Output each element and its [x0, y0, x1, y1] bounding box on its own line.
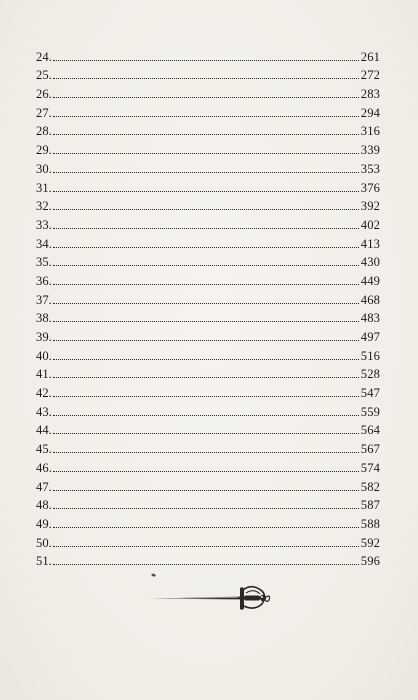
chapter-number: 49. [36, 516, 53, 531]
page-number: 528 [360, 367, 380, 382]
page-number: 582 [360, 479, 380, 494]
dot-leader [53, 359, 359, 360]
page-number: 294 [360, 105, 380, 120]
chapter-number: 41. [36, 367, 53, 382]
dot-leader [53, 78, 359, 79]
dot-leader [53, 60, 359, 61]
dot-leader [53, 433, 359, 434]
dot-leader [53, 452, 359, 453]
dot-leader [53, 209, 359, 210]
dot-leader [53, 471, 359, 472]
page-number: 497 [360, 330, 380, 344]
page-number: 272 [360, 68, 380, 83]
toc-entry [36, 289, 380, 308]
page-number: 596 [360, 554, 380, 569]
page-number: 339 [360, 143, 380, 158]
toc-entry [36, 158, 380, 177]
toc-entry [36, 308, 380, 327]
toc-entry [36, 102, 380, 121]
toc-entry [36, 495, 380, 514]
page-number: 376 [360, 180, 380, 195]
page-number: 413 [360, 236, 380, 251]
toc-entry [36, 438, 380, 457]
toc-entry [36, 121, 380, 140]
page-number: 564 [360, 423, 380, 438]
page-number: 430 [360, 255, 380, 270]
dot-leader [53, 321, 359, 322]
toc-entry [36, 345, 380, 364]
chapter-number: 27. [36, 105, 53, 120]
dot-leader [53, 490, 359, 491]
chapter-number: 31. [36, 180, 53, 195]
toc-entry [36, 177, 380, 196]
dot-leader [53, 415, 359, 416]
chapter-number: 32. [36, 199, 53, 214]
dot-leader [53, 303, 359, 304]
chapter-number: 33. [36, 217, 53, 232]
dot-leader [53, 97, 359, 98]
page-number: 283 [360, 87, 380, 102]
dot-leader [53, 340, 359, 341]
chapter-number: 36. [36, 273, 53, 288]
chapter-number: 24. [36, 49, 53, 64]
chapter-number: 48. [36, 498, 53, 513]
page-number: 559 [360, 404, 380, 419]
dot-leader [53, 116, 359, 117]
toc-entry [36, 476, 380, 495]
chapter-number: 38. [36, 311, 53, 326]
page-number: 574 [360, 460, 380, 475]
dot-leader [53, 396, 359, 397]
toc-entry [36, 252, 380, 271]
page-number: 468 [360, 292, 380, 307]
chapter-number: 26. [36, 87, 53, 102]
chapter-number: 44. [36, 423, 53, 438]
chapter-number: 51. [36, 554, 53, 569]
dot-leader [53, 247, 359, 248]
page-number: 402 [360, 217, 380, 232]
dot-leader [53, 508, 359, 509]
chapter-number: 46. [36, 460, 53, 475]
page-number: 353 [360, 161, 380, 176]
toc-entry [36, 214, 380, 233]
chapter-number: 40. [36, 348, 53, 363]
page-number: 316 [360, 124, 380, 139]
dot-leader [53, 228, 359, 229]
page-number: 516 [360, 348, 380, 363]
chapter-number: 39. [36, 330, 53, 344]
toc-entry [36, 457, 380, 476]
chapter-number: 50. [36, 535, 53, 550]
dot-leader [53, 564, 359, 565]
page-number: 592 [360, 535, 380, 550]
chapter-number: 30. [36, 161, 53, 176]
chapter-number: 43. [36, 404, 53, 419]
dot-leader [53, 134, 359, 135]
dot-leader [53, 284, 359, 285]
chapter-number: 35. [36, 255, 53, 270]
toc-entry [36, 83, 380, 102]
toc-entry [36, 513, 380, 532]
page-number: 587 [360, 498, 380, 513]
toc-entry [36, 139, 380, 158]
sword-icon [148, 584, 272, 612]
toc-entry [36, 65, 380, 84]
page-number: 588 [360, 516, 380, 531]
toc-entry [36, 326, 380, 345]
chapter-number: 34. [36, 236, 53, 251]
toc-entry [36, 364, 380, 383]
toc-entry [36, 532, 380, 551]
toc-entry [36, 551, 380, 570]
page-number: 261 [360, 49, 380, 64]
dot-leader [53, 527, 359, 528]
page-number: 567 [360, 442, 380, 457]
chapter-number: 37. [36, 292, 53, 307]
ink-speck [151, 573, 157, 577]
chapter-number: 29. [36, 143, 53, 158]
page-number: 547 [360, 386, 380, 401]
toc-entry [36, 270, 380, 289]
dot-leader [53, 153, 359, 154]
chapter-number: 25. [36, 68, 53, 83]
chapter-number: 45. [36, 442, 53, 457]
page-number: 392 [360, 199, 380, 214]
toc-entry [36, 196, 380, 215]
dot-leader [53, 265, 359, 266]
chapter-number: 28. [36, 124, 53, 139]
dot-leader [53, 172, 359, 173]
toc-entry [36, 233, 380, 252]
dot-leader [53, 191, 359, 192]
toc-entry [36, 420, 380, 439]
toc-entry [36, 382, 380, 401]
chapter-number: 42. [36, 386, 53, 401]
dot-leader [53, 377, 359, 378]
toc-entry [36, 46, 380, 65]
page-number: 483 [360, 311, 380, 326]
chapter-number: 47. [36, 479, 53, 494]
page-number: 449 [360, 273, 380, 288]
dot-leader [53, 546, 359, 547]
toc-entry [36, 401, 380, 420]
table-of-contents [36, 46, 380, 569]
